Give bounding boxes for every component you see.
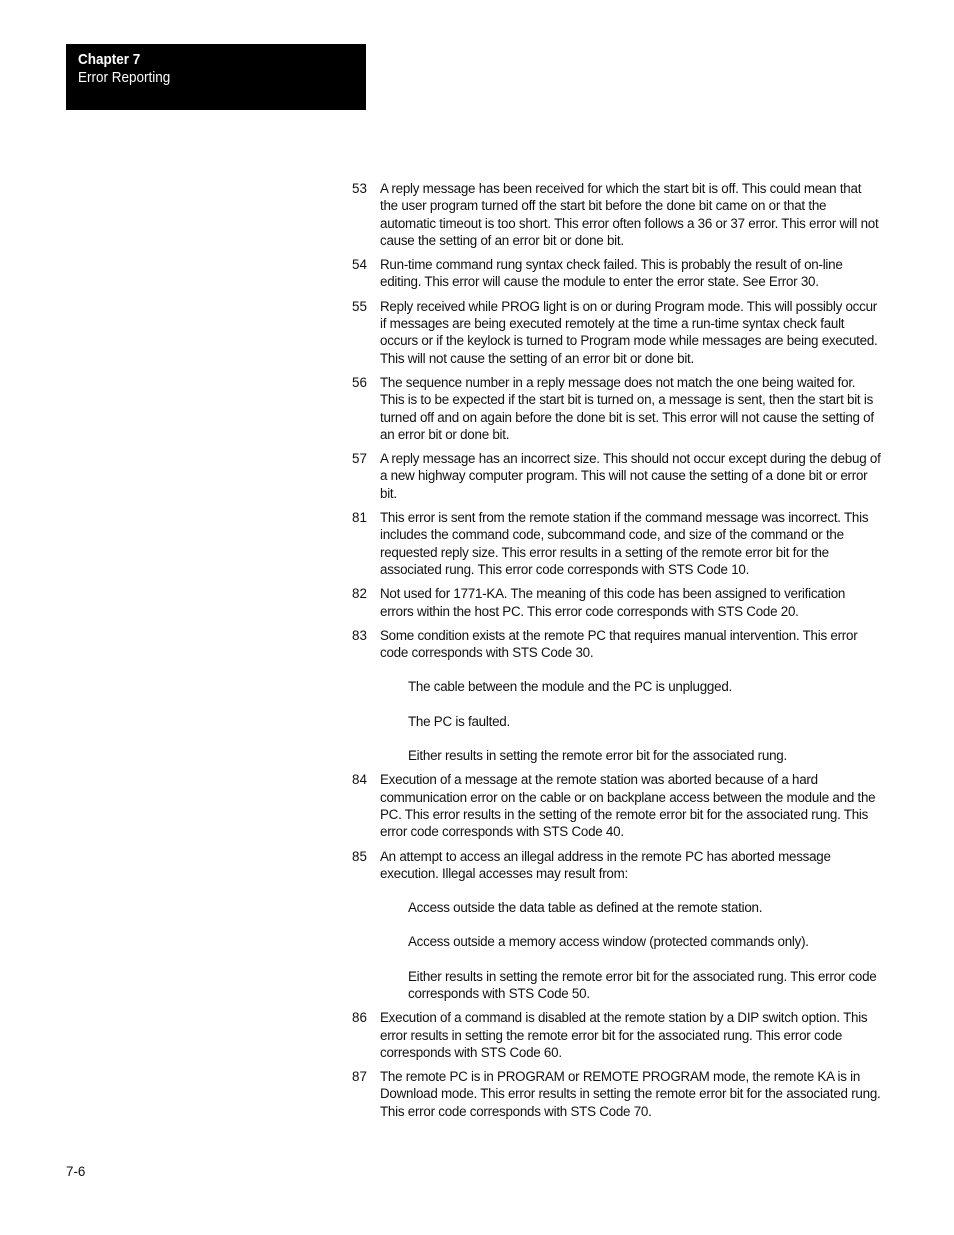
error-item [352,627,882,764]
error-item [352,1009,882,1061]
error-item [352,771,882,840]
error-text: This error is sent from the remote station if the command message was incorrect. This includes the command code, subcommand code, and size of the command or the requested reply size. This error results in a setting of the remote error bit for the associated rung. This error code corresponds with STS Code 10. [380,510,869,577]
error-item [352,509,882,578]
error-text: A reply message has been received for which the start bit is off. This could mean that the user program turned off the start bit before the done bit came on or that the automatic timeout is too short. This error often follows a 36 or 37 error. This error will not cause the setting of an error bit or done bit. [380,181,879,248]
error-description [380,256,882,291]
error-description [380,585,882,620]
error-item [352,848,882,1003]
error-code-content [352,180,882,1127]
error-description [380,771,882,840]
error-item [352,374,882,443]
error-description [380,1068,882,1120]
error-text: The remote PC is in PROGRAM or REMOTE PROGRAM mode, the remote KA is in Download mode. This error results in setting the remote error bit for the associated rung. This error code corresponds with STS Code 70. [380,1069,881,1119]
error-code-list [352,180,882,1120]
error-item [352,585,882,620]
error-item [352,256,882,291]
error-code: 55 [352,298,367,314]
error-code: 83 [352,627,367,643]
error-text: Not used for 1771-KA. The meaning of this code has been assigned to verification errors within the host PC. This error code corresponds with STS Code 20. [380,586,846,619]
error-description [380,627,882,764]
error-item [352,1068,882,1120]
error-code: 53 [352,181,367,196]
error-subitem: Access outside a memory access window (protected commands only). [408,934,809,950]
error-subitem: Access outside the data table as defined at the remote station. [408,900,763,916]
error-text: Some condition exists at the remote PC that requires manual intervention. This error code corresponds with STS Code 30. [380,627,858,661]
page-number: 7-6 [66,1164,86,1179]
error-code: 57 [352,451,367,467]
error-subitem: Either results in setting the remote error bit for the associated rung. This error code corresponds with STS Code 50. [408,968,877,1001]
error-code: 82 [352,586,367,602]
error-text: Execution of a message at the remote station was aborted because of a hard communication error on the cable or on backplane access between the module and the PC. This error results in the setting of the remote error bit for the associated rung. This error code corresponds with STS Code 40. [380,772,876,840]
error-description [380,1009,882,1061]
error-description [380,180,882,249]
error-description [380,450,882,502]
error-code: 87 [352,1069,367,1085]
error-item [352,180,882,249]
error-code: 86 [352,1010,367,1026]
chapter-label: Chapter 7 [78,51,141,68]
error-subitem: The cable between the module and the PC is unplugged. [408,679,732,695]
error-code: 85 [352,848,367,864]
error-text: Execution of a command is disabled at the remote station by a DIP switch option. This error results in setting the remote error bit for the associated rung. This error code corresponds with STS Code 60. [380,1010,868,1060]
error-code: 54 [352,257,367,273]
error-item [352,298,882,367]
error-text: The sequence number in a reply message does not match the one being waited for. This is to be expected if the start bit is turned on, a message is sent, then the start bit is turned off and on again before the done bit is set. This error will not cause the setting of an error bit or done bit. [380,374,874,442]
error-code: 84 [352,772,367,788]
error-text: An attempt to access an illegal address in the remote PC has aborted message execution. Illegal accesses may result from: [380,848,831,881]
error-description [380,298,882,367]
error-subitem: The PC is faulted. [408,713,510,729]
chapter-header [66,44,366,110]
error-text: Run-time command rung syntax check failed. This is probably the result of on-line editing. This error will cause the module to enter the error state. See Error 30. [380,257,843,290]
error-item [352,450,882,502]
error-description [380,374,882,443]
error-text: Reply received while PROG light is on or during Program mode. This will possibly occur if messages are being executed remotely at the time a run-time syntax check fault occurs or if the keylock is turned to Program mode while messages are being executed. This will not cause the setting of an error bit or done bit. [380,298,878,366]
error-description [380,848,882,1003]
error-code: 56 [352,374,367,390]
error-description [380,509,882,578]
error-text: A reply message has an incorrect size. This should not occur except during the debug of a new highway computer program. This will not cause the setting of a done bit or error bit. [380,451,881,501]
chapter-title: Error Reporting [78,69,171,86]
error-subitem: Either results in setting the remote error bit for the associated rung. [408,748,787,764]
error-code: 81 [352,510,367,526]
